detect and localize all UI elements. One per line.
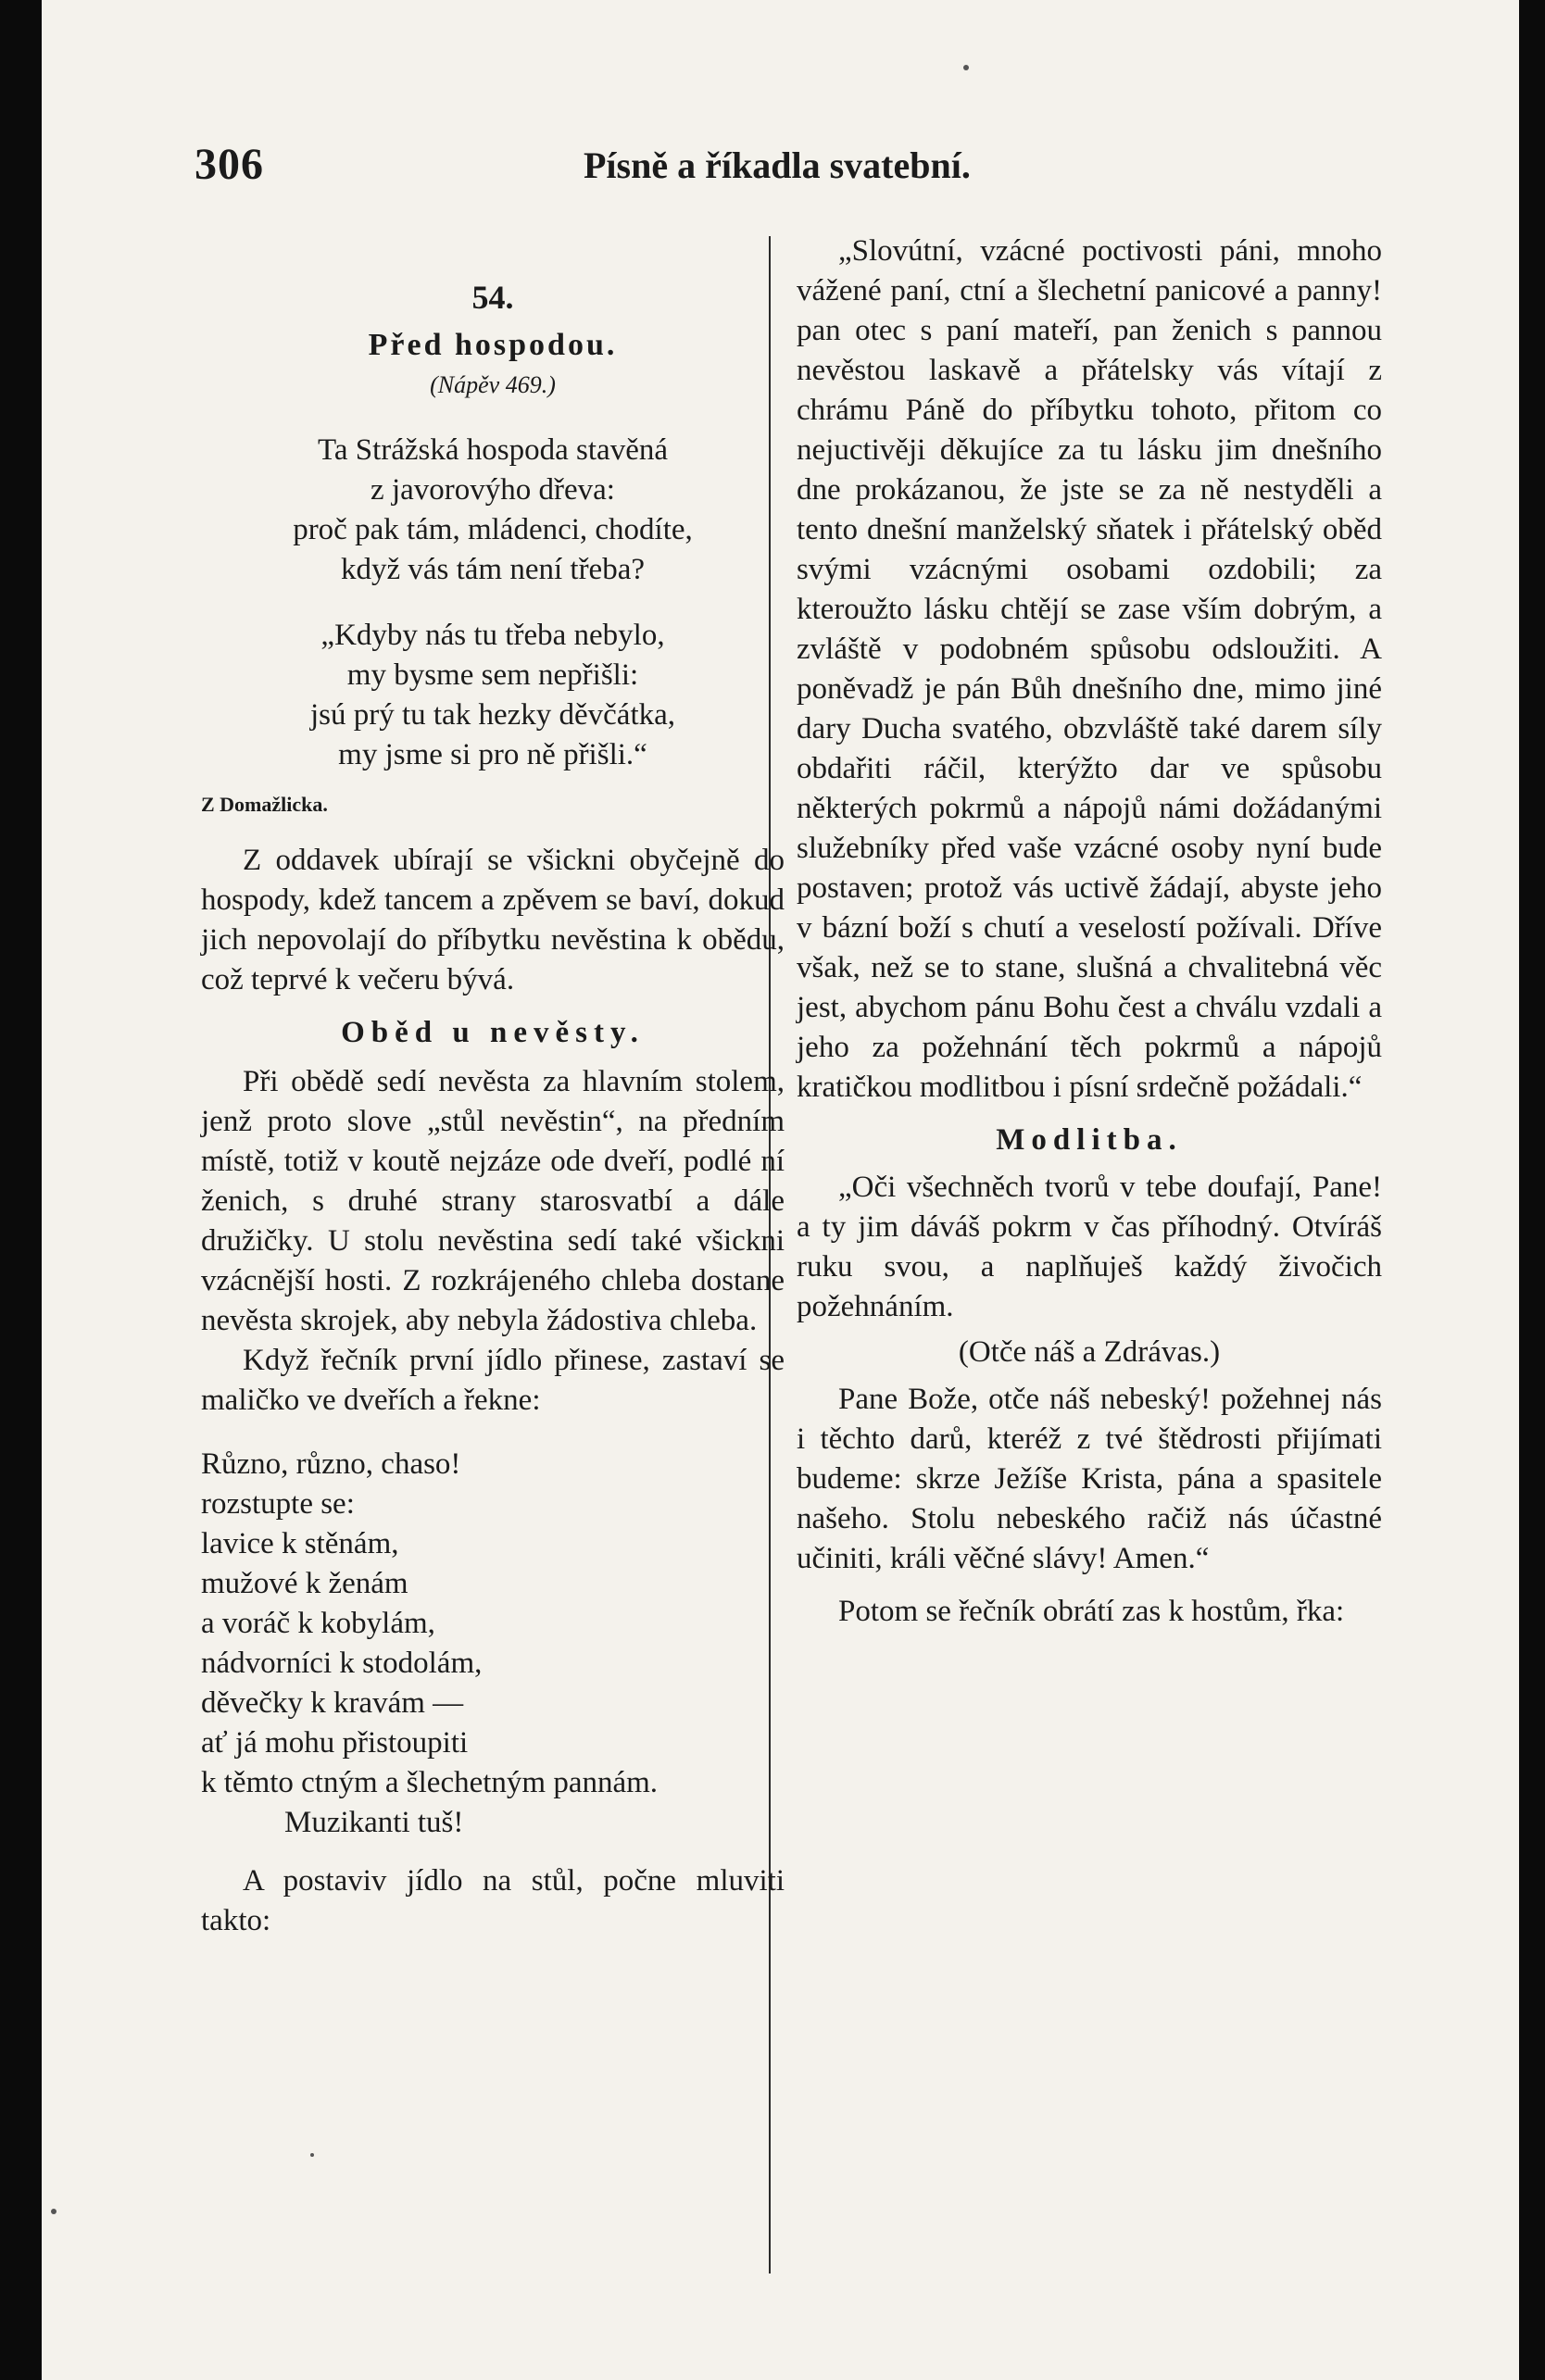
- speaker-verse: [201, 1445, 785, 1843]
- left-column: [201, 232, 785, 1941]
- poem-line: když vás tám není třeba?: [340, 553, 646, 586]
- paragraph-seating: Při obědě sedí nevěsta za hlavním stolem, jenž proto slove „stůl nevěstin“, na předním místě, totiž v koutě nejzáze ode dveří, podlé ní ženich, s druhé strany starosvatbí a dále družičky. U stolu nevěstina sedí také všickni vzácnější hosti. Z rozkrájeného chleba dostane nevěsta skrojek, aby nebyla žádostiva chleba.: [201, 1065, 785, 1337]
- page-header: [195, 139, 1389, 194]
- verse-line: Různo, různo, chaso!: [201, 1447, 461, 1481]
- song-title: Před hospodou.: [368, 328, 618, 362]
- paragraph-first-dish: Když řečník první jídlo přinese, zastaví se maličko ve dveřích a řekne:: [201, 1344, 785, 1417]
- page-number: 306: [195, 140, 264, 189]
- poem-line: my bysme sem nepřišli:: [346, 658, 639, 692]
- verse-line: nádvorníci k stodolám,: [201, 1647, 483, 1680]
- book-page: [42, 0, 1519, 2380]
- poem-line: jsú prý tu tak hezky děvčátka,: [309, 698, 676, 732]
- poem-line: Ta Strážská hospoda stavěná: [318, 433, 668, 467]
- poem-line: proč pak tám, mládenci, chodíte,: [293, 513, 693, 546]
- page-speck: [310, 2153, 314, 2157]
- verse-line: mužové k ženám: [201, 1567, 408, 1600]
- verse-line: k těmto ctným a šlechetným pannám.: [201, 1766, 659, 1799]
- page-speck: [963, 65, 969, 70]
- poem-stanza-1: [201, 431, 785, 590]
- section-heading-obed: Oběd u nevěsty.: [341, 1016, 645, 1049]
- paragraph-prayer-1: „Oči všechněch tvorů v tebe doufají, Pane! a ty jim dáváš pokrm v čas příhodný. Otvíráš ruku svou, a naplňuješ každý živočich požehnáním.: [797, 1171, 1382, 1323]
- paragraph-prayer-2: Pane Bože, otče náš nebeský! požehnej nás i těchto darů, kteréž z tvé štědrosti přijímati budeme: skrze Ježíše Krista, pána a spasitele našeho. Stolu nebeského račiž nás účastné učiniti, králi věčné slávy! Amen.“: [797, 1383, 1382, 1575]
- poem-line: my jsme si pro ně přišli.“: [338, 738, 647, 771]
- page-speck: [51, 2209, 57, 2214]
- section-heading-modlitba: Modlitba.: [996, 1123, 1183, 1157]
- poem-stanza-2: [201, 616, 785, 775]
- right-column: [797, 232, 1382, 1632]
- attribution: Z Domažlicka.: [201, 793, 328, 816]
- paragraph-speech: „Slovútní, vzácné poctivosti páni, mnoho vážené paní, ctní a šlechetní panicové a panny! pan otec s paní mateří, pan ženich s pannou nevěstou laskavě a přátelsky vás vítají z chrámu Páně do příbytku tohoto, přitom co nejuctivěji děkujíce za tu lásku jim dnešního dne prokázanou, že jste se za ně nestyděli a tento dnešní manželský sňatek i přátelský oběd svými vzácnými osobami ozdobili; za kteroužto lásku chtějí se zase vším dobrým, a zvláště v podobném spůsobu odsloužiti. A poněvadž je pán Bůh dnešního dne, mimo jiné dary Ducha svatého, obzvláště také darem síly obdařiti ráčil, kterýžto dar ve spůsobu některých pokrmů a nápojů námi dožádanými služebníky před vaše vzácné osoby nyní bude postaven; protož vás uctivě žádají, abyste jeho v bázní boží s chutí a veselostí požívali. Dříve však, než se to stane, slušná a chvalitebná věc jest, abychom pánu Bohu čest a chválu vzdali a jeho za požehnání těch pokrmů a nápojů kratičkou modlitbou i písní srdečně požádali.“: [797, 234, 1382, 1104]
- verse-line: ať já mohu přistoupiti: [201, 1726, 469, 1760]
- verse-line: a voráč k kobylám,: [201, 1607, 435, 1640]
- song-number: 54.: [471, 279, 514, 316]
- verse-line: děvečky k kravám —: [201, 1686, 464, 1720]
- running-title: Písně a říkadla svatební.: [584, 144, 971, 186]
- verse-line: lavice k stěnám,: [201, 1527, 399, 1560]
- verse-line: rozstupte se:: [201, 1487, 355, 1521]
- poem-line: „Kdyby nás tu třeba nebylo,: [320, 619, 665, 652]
- poem-line: z javorovýho dřeva:: [371, 473, 615, 507]
- verse-line-last: Muzikanti tuš!: [284, 1806, 464, 1839]
- paragraph-speech-intro: A postaviv jídlo na stůl, počne mluviti takto:: [201, 1864, 785, 1937]
- tune-note: (Nápěv 469.): [430, 371, 556, 398]
- paragraph-closing: Potom se řečník obrátí zas k hostům, řka:: [838, 1595, 1345, 1628]
- paragraph-wedding-dance: Z oddavek ubírají se všickni obyčejně do hospody, kdež tancem a zpěvem se baví, dokud jich nepovolají do příbytku nevěstina k obědu, což teprvé k večeru bývá.: [201, 844, 785, 996]
- prayer-note: (Otče náš a Zdrávas.): [958, 1335, 1221, 1369]
